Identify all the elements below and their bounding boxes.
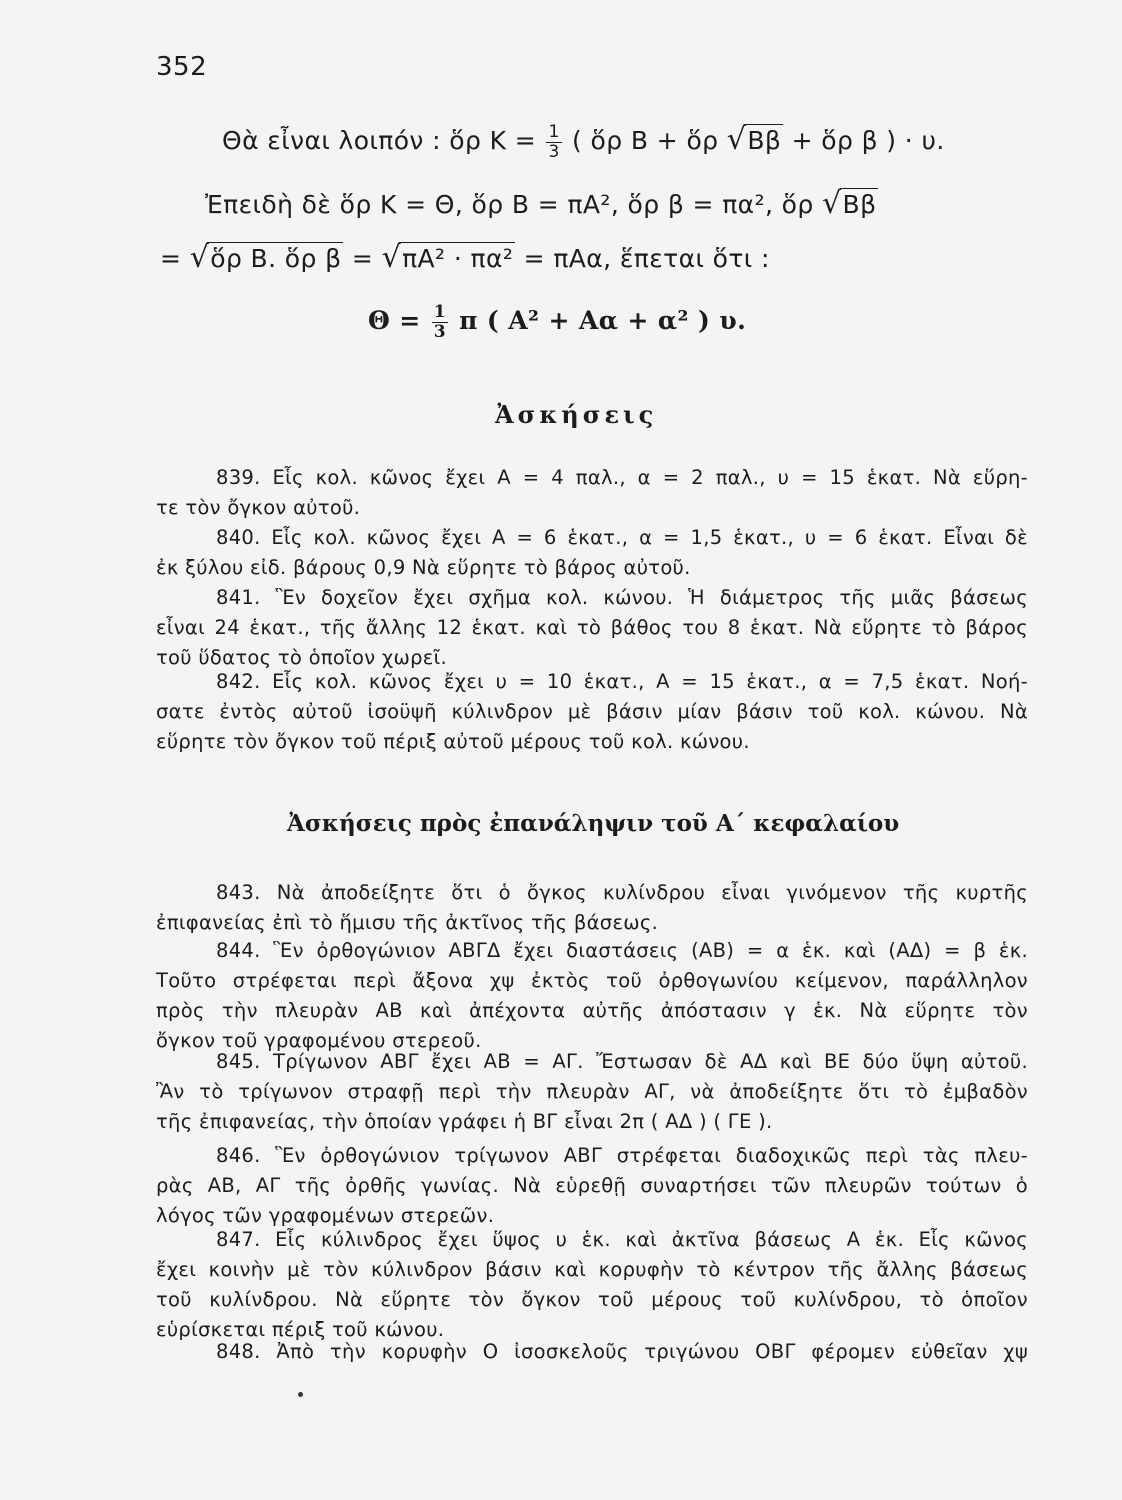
section-title-exercises: Ἀσκήσεις — [495, 400, 658, 429]
equation-line-3: = √ὅρ Β. ὅρ β = √πΑ² · πα² = πΑα, ἕπεται ὅτι : — [160, 240, 770, 275]
exercise-839: 839. Εἷς κολ. κῶνος ἔχει Α = 4 παλ., α = 2 παλ., υ = 15 ἑκατ. Νὰ εὕρη- τε τὸν ὄγκον αὐτοῦ. — [156, 466, 1028, 519]
section-title-review-exercises: Ἀσκήσεις πρὸς ἐπανάληψιν τοῦ Α΄ κεφαλαίου — [287, 810, 900, 837]
exercise-845: 845. Τρίγωνον ΑΒΓ ἔχει ΑΒ = ΑΓ. Ἔστωσαν δὲ ΑΔ καὶ ΒΕ δύο ὕψη αὐτοῦ. Ἂν τὸ τρίγωνον στραφῇ περὶ τὴν πλευρὰν ΑΓ, νὰ ἀποδείξητε ὅτι τὸ ἐμβαδὸν τῆς ἐπιφανείας, τὴν ὁποίαν γράφει ἡ ΒΓ εἶναι 2π ( ΑΔ ) ( ΓΕ ). — [156, 1050, 1028, 1133]
exercise-846: 846. Ἓν ὀρθογώνιον τρίγωνον ΑΒΓ στρέφεται διαδοχικῶς περὶ τὰς πλευ- ρὰς ΑΒ, ΑΓ τῆς ὀρθῆς γωνίας. Νὰ εὑρεθῇ συναρτήσει τῶν πλευρῶν τούτων ὁ λόγος τῶν γραφομένων στερεῶν. — [156, 1144, 1028, 1227]
exercise-841: 841. Ἓν δοχεῖον ἔχει σχῆμα κολ. κώνου. Ἡ διάμετρος τῆς μιᾶς βάσεως εἶναι 24 ἑκατ., τῆς ἄλλης 12 ἑκατ. καὶ τὸ βάθος του 8 ἑκατ. Νὰ εὕρητε τὸ βάρος τοῦ ὕδατος τὸ ὁποῖον χωρεῖ. — [156, 586, 1028, 669]
result-equation: Θ = $\frac{1}{3}$ π ( Α² + Αα + α² ) υ. — [368, 302, 747, 342]
sqrt-expression: √πΑ² · πα² — [381, 240, 514, 275]
exercise-842: 842. Εἷς κολ. κῶνος ἔχει υ = 10 ἑκατ., Α = 15 ἑκατ., α = 7,5 ἑκατ. Νοή- σατε ἐντὸς αὐτοῦ ἰσοϋψῆ κύλινδρον μὲ βάσιν μίαν βάσιν τοῦ κολ. κώνου. Νὰ εὕρητε τὸν ὄγκον τοῦ πέριξ αὐτοῦ μέρους τοῦ κολ. κώνου. — [156, 670, 1028, 753]
sqrt-expression: √Ββ — [822, 186, 877, 221]
exercise-843: 843. Νὰ ἀποδείξητε ὅτι ὁ ὄγκος κυλίνδρου εἶναι γινόμενον τῆς κυρτῆς ἐπιφανείας ἐπὶ τὸ ἥμισυ τῆς ἀκτῖνος τῆς βάσεως. — [156, 881, 1028, 934]
sqrt-expression: √Ββ — [726, 122, 782, 157]
ink-dot — [298, 1392, 303, 1397]
page-number: 352 — [156, 52, 208, 82]
equation-line-1: Θὰ εἶναι λοιπόν : ὅρ Κ = $\frac{1}{3}$ ( ὅρ Β + ὅρ √Ββ + ὅρ β ) · υ. — [222, 121, 945, 162]
exercise-844: 844. Ἓν ὀρθογώνιον ΑΒΓΔ ἔχει διαστάσεις (ΑΒ) = α ἑκ. καὶ (ΑΔ) = β ἑκ. Τοῦτο στρέφεται περὶ ἄξονα χψ ἐκτὸς τοῦ ὀρθογωνίου κείμενον, παράλληλον πρὸς τὴν πλευρὰν ΑΒ καὶ ἀπέχοντα αὐτῆς ἀπόστασιν γ ἑκ. Νὰ εὕρητε τὸν ὄγκον τοῦ γραφομένου στερεοῦ. — [156, 939, 1028, 1052]
exercise-847: 847. Εἷς κύλινδρος ἔχει ὕψος υ ἑκ. καὶ ἀκτῖνα βάσεως Α ἑκ. Εἷς κῶνος ἔχει κοινὴν μὲ τὸν κύλινδρον βάσιν καὶ κορυφὴν τὸ κέντρον τῆς ἄλλης βάσεως τοῦ κυλίνδρου. Νὰ εὕρητε τὸν ὄγκον τοῦ μέρους τοῦ κυλίνδρου, τὸ ὁποῖον εὑρίσκεται πέριξ τοῦ κώνου. — [156, 1228, 1028, 1341]
equation-line-2: Ἐπειδὴ δὲ ὅρ Κ = Θ, ὅρ Β = πΑ², ὅρ β = πα², ὅρ √Ββ — [205, 186, 877, 221]
exercise-848: 848. Ἀπὸ τὴν κορυφὴν Ο ἰσοσκελοῦς τριγώνου ΟΒΓ φέρομεν εὐθεῖαν χψ — [216, 1340, 1028, 1363]
fraction-one-third: $\frac{1}{3}$ — [433, 302, 446, 342]
sqrt-expression: √ὅρ Β. ὅρ β — [189, 240, 342, 275]
fraction-one-third: $\frac{1}{3}$ — [548, 121, 560, 162]
exercise-840: 840. Εἷς κολ. κῶνος ἔχει Α = 6 ἑκατ., α = 1,5 ἑκατ., υ = 6 ἑκατ. Εἶναι δὲ ἐκ ξύλου εἰδ. βάρους 0,9 Νὰ εὕρητε τὸ βάρος αὐτοῦ. — [156, 526, 1028, 579]
